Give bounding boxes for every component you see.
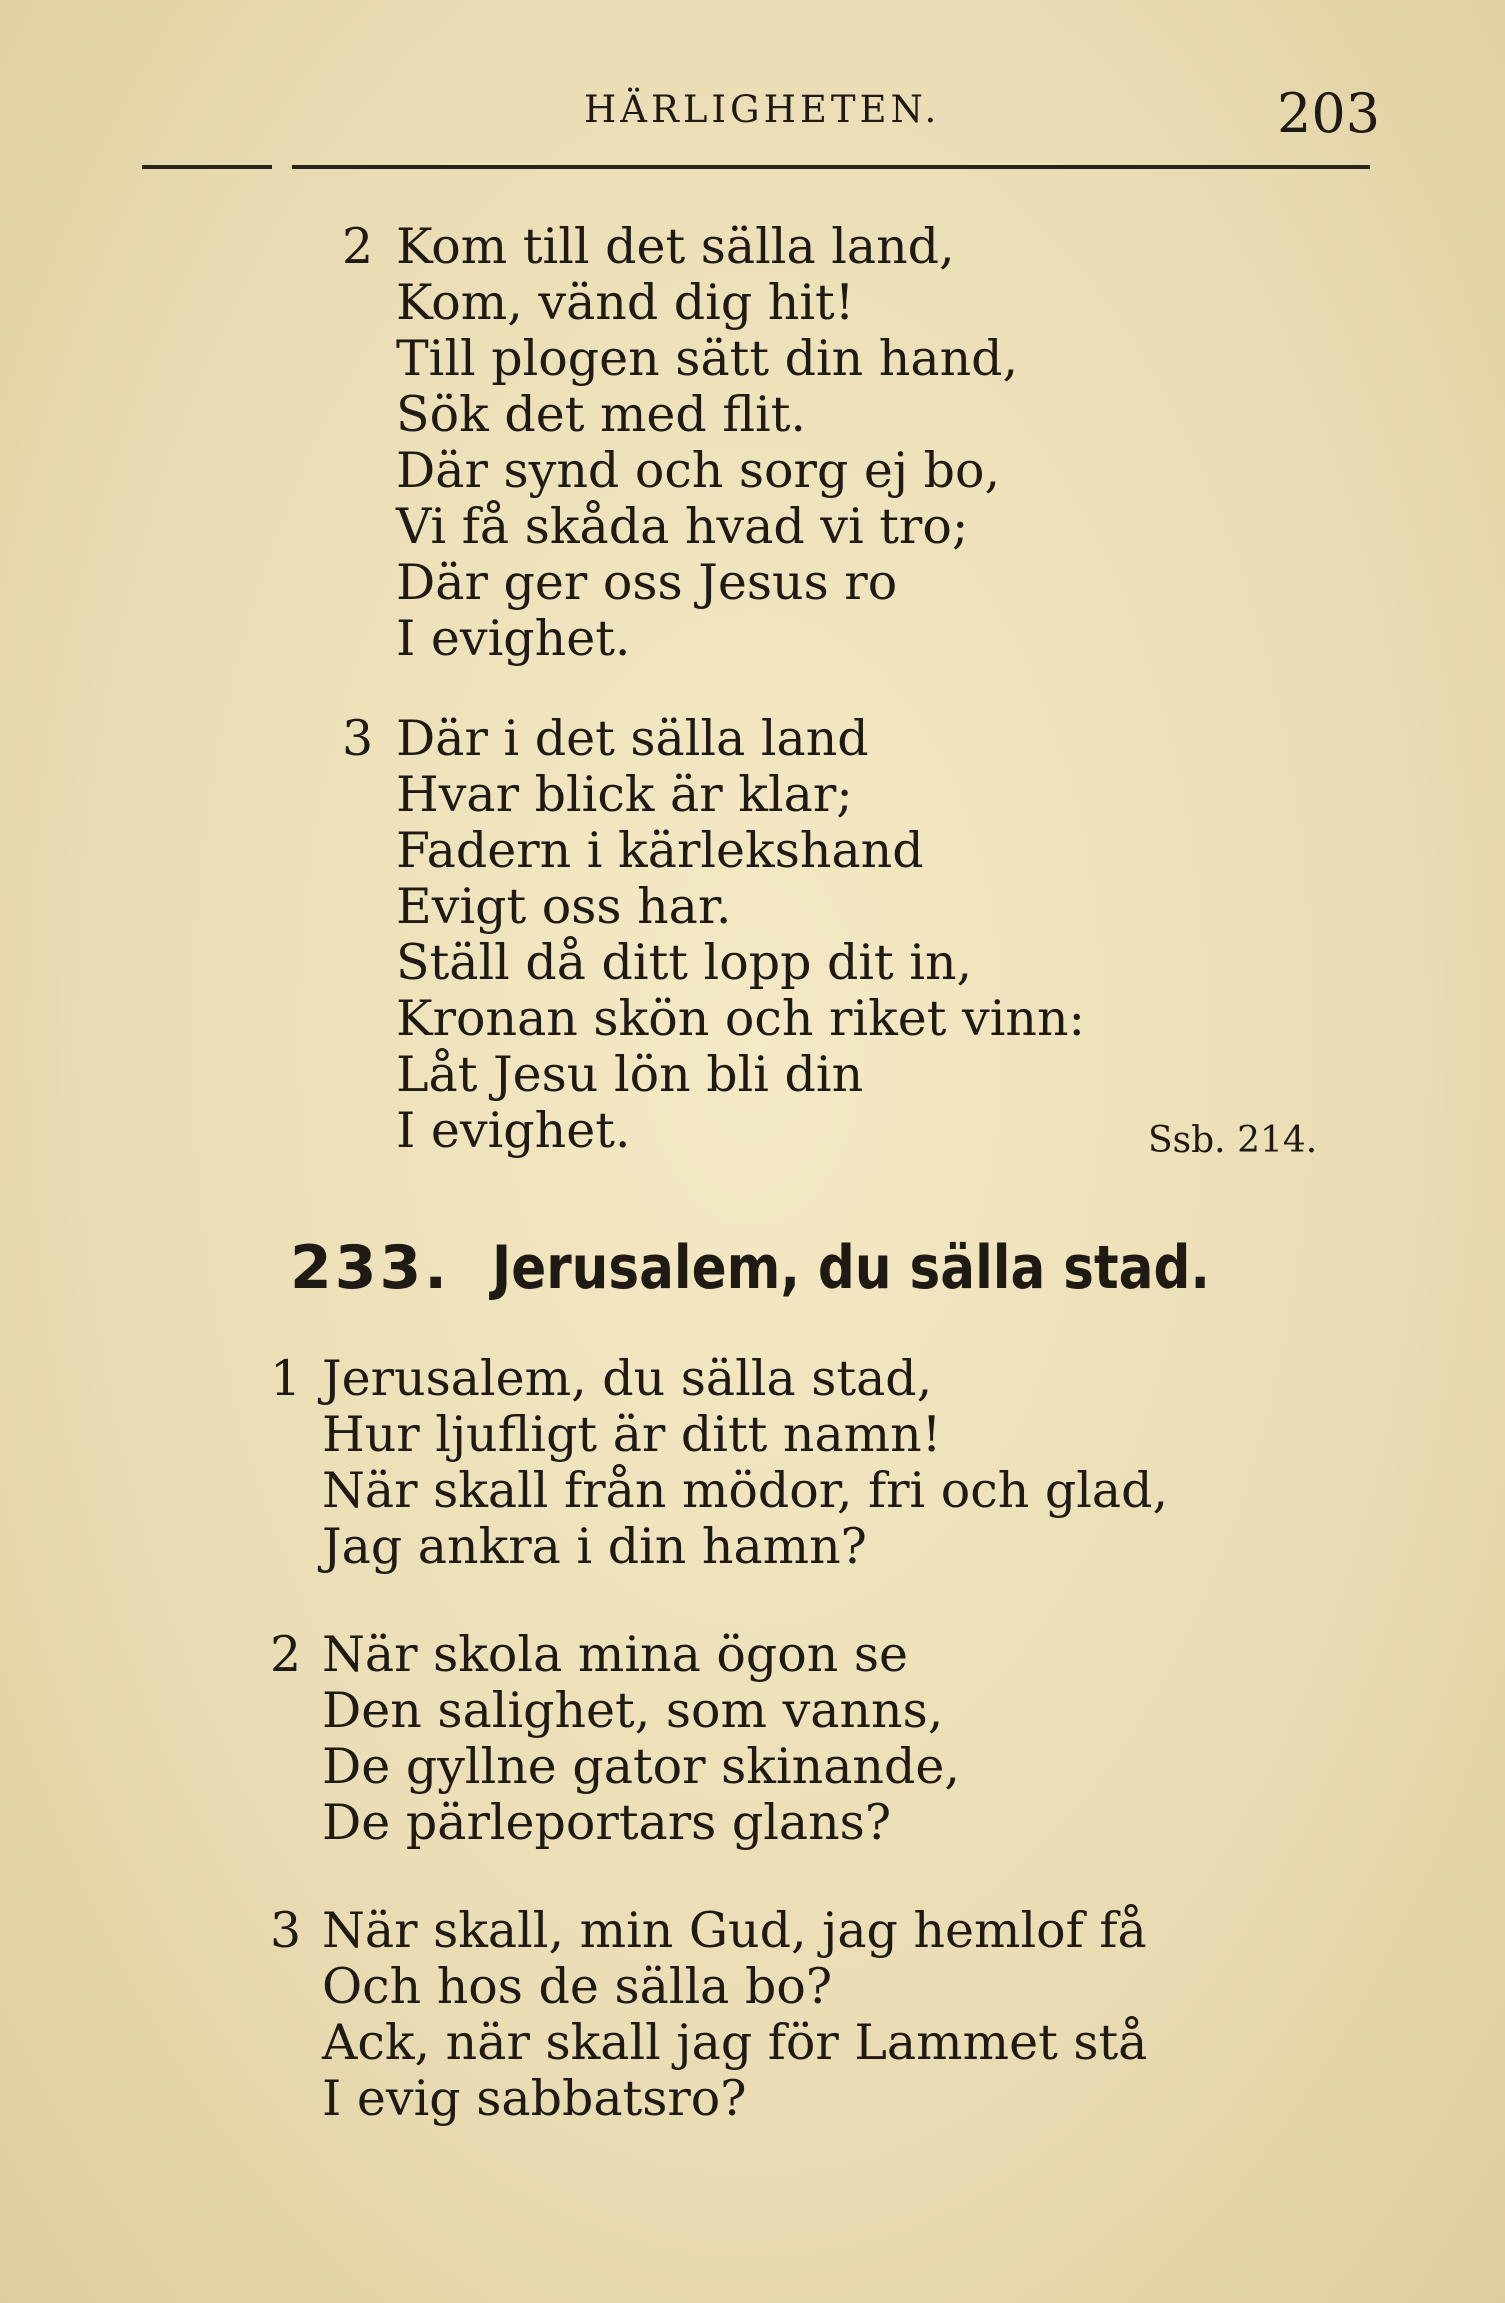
hymn-title: Jerusalem, du sälla stad. xyxy=(492,1233,1211,1303)
verse-line: Där i det sälla land xyxy=(396,710,869,767)
verse-line: Till plogen sätt din hand, xyxy=(396,330,1019,387)
page-number: 203 xyxy=(1277,82,1381,145)
verse-line: Ställ då ditt lopp dit in, xyxy=(396,934,973,991)
verse-line: Där synd och sorg ej bo, xyxy=(396,442,1001,499)
verse-line: Kom till det sälla land, xyxy=(396,218,955,275)
verse-line: När skola mina ögon se xyxy=(322,1626,909,1683)
verse-number: 2 xyxy=(270,1626,302,1683)
verse-line: De gyllne gator skinande, xyxy=(322,1738,960,1795)
verse-line: I evig sabbatsro? xyxy=(322,2070,747,2127)
hymn-heading xyxy=(290,1233,1327,1303)
source-reference: Ssb. 214. xyxy=(1148,1120,1318,1161)
header-rule-short xyxy=(142,165,272,169)
header-rule-long xyxy=(292,165,1370,169)
verse-line: I evighet. xyxy=(396,610,631,667)
verse-line: Den salighet, som vanns, xyxy=(322,1682,944,1739)
verse-line: Ack, när skall jag för Lammet stå xyxy=(322,2014,1148,2071)
verse-line: När skall, min Gud, jag hemlof få xyxy=(322,1902,1147,1959)
verse-line: Sök det med flit. xyxy=(396,386,806,443)
verse-line: Vi få skåda hvad vi tro; xyxy=(396,498,969,555)
verse-line: Och hos de sälla bo? xyxy=(322,1958,833,2015)
verse-number: 2 xyxy=(342,218,374,275)
verse-line: Låt Jesu lön bli din xyxy=(396,1046,864,1103)
verse-line: När skall från mödor, fri och glad, xyxy=(322,1462,1169,1519)
verse-line: Jag ankra i din hamn? xyxy=(322,1518,867,1575)
verse-number: 3 xyxy=(270,1902,302,1959)
verse-line: Hvar blick är klar; xyxy=(396,766,853,823)
verse-number: 3 xyxy=(342,710,374,767)
verse-line: De pärleportars glans? xyxy=(322,1794,892,1851)
verse-line: Evigt oss har. xyxy=(396,878,732,935)
verse-line: Hur ljufligt är ditt namn! xyxy=(322,1406,942,1463)
verse-line: Kronan skön och riket vinn: xyxy=(396,990,1086,1047)
hymn-number: 233. xyxy=(290,1233,451,1303)
running-head: HÄRLIGHETEN. xyxy=(584,88,941,131)
verse-number: 1 xyxy=(270,1350,302,1407)
verse-line: Kom, vänd dig hit! xyxy=(396,274,855,331)
verse-line: Jerusalem, du sälla stad, xyxy=(322,1350,933,1407)
verse-line: Fadern i kärlekshand xyxy=(396,822,924,879)
verse-line: Där ger oss Jesus ro xyxy=(396,554,898,611)
verse-line: I evighet. xyxy=(396,1102,631,1159)
